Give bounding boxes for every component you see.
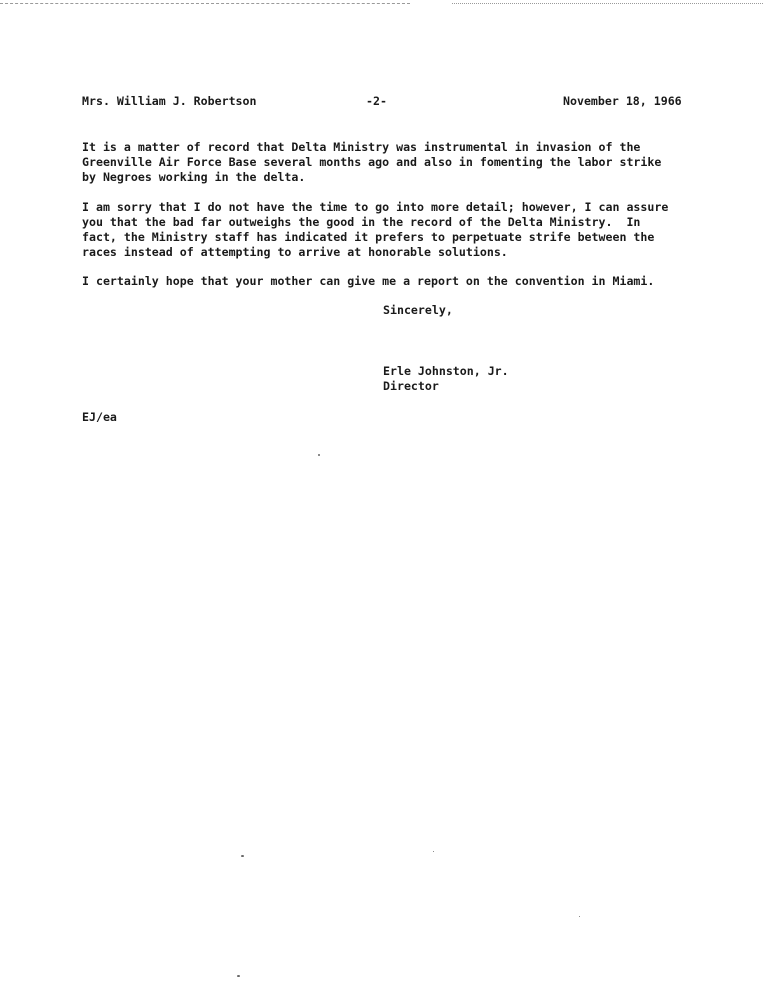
paragraph-line: Greenville Air Force Base several months ago and also in fomenting the labor strike bbox=[82, 155, 662, 169]
paragraph-line: It is a matter of record that Delta Ministry was instrumental in invasion of the bbox=[82, 140, 641, 154]
scan-speck bbox=[241, 855, 244, 857]
letter-date: November 18, 1966 bbox=[563, 94, 682, 108]
paragraph-2 bbox=[82, 200, 722, 260]
scan-speck bbox=[318, 454, 320, 456]
paragraph-3 bbox=[82, 274, 722, 289]
reference-initials: EJ/ea bbox=[82, 410, 117, 424]
closing-salutation: Sincerely, bbox=[383, 303, 453, 317]
paragraph-line: I certainly hope that your mother can give me a report on the convention in Miami. bbox=[82, 274, 655, 288]
scan-speck bbox=[433, 851, 434, 852]
scan-edge-left bbox=[0, 3, 410, 4]
paragraph-line: fact, the Ministry staff has indicated it prefers to perpetuate strife between the bbox=[82, 230, 655, 244]
signature-title: Director bbox=[383, 379, 439, 393]
recipient-header: Mrs. William J. Robertson bbox=[82, 94, 257, 108]
paragraph-1 bbox=[82, 140, 722, 185]
paragraph-line: I am sorry that I do not have the time to go into more detail; however, I can assure bbox=[82, 200, 669, 214]
paragraph-line: by Negroes working in the delta. bbox=[82, 170, 306, 184]
scan-speck bbox=[579, 916, 580, 917]
signature-name: Erle Johnston, Jr. bbox=[383, 364, 509, 378]
scan-edge-right bbox=[452, 3, 763, 4]
page-number: -2- bbox=[366, 94, 387, 108]
paragraph-line: you that the bad far outweighs the good in the record of the Delta Ministry. In bbox=[82, 215, 641, 229]
paragraph-line: races instead of attempting to arrive at honorable solutions. bbox=[82, 245, 508, 259]
scan-speck bbox=[237, 975, 240, 977]
